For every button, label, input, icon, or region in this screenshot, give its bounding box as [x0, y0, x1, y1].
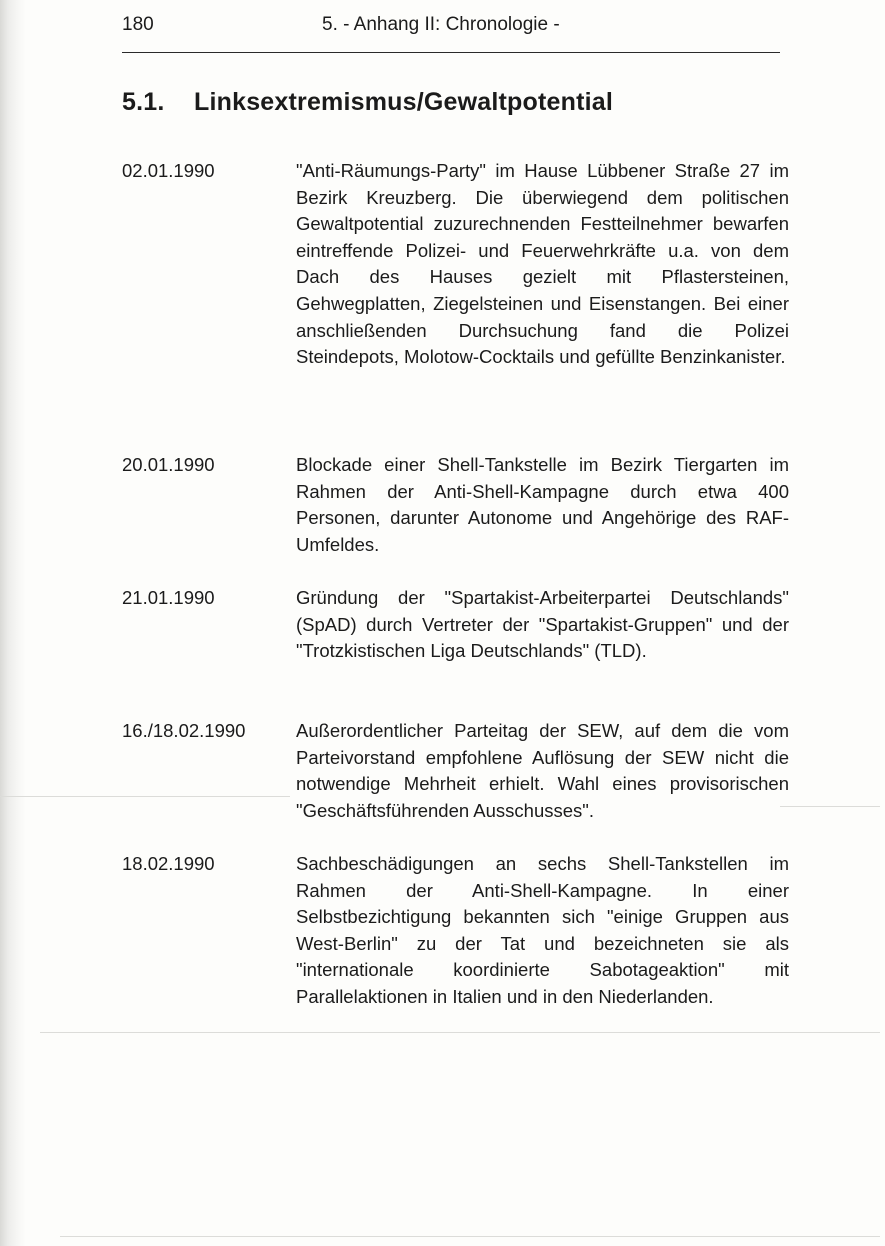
- entry-text: Blockade einer Shell-Tankstelle im Bezirk Tiergarten im Rahmen der Anti-Shell-Kampagne durch etwa 400 Personen, darunter Autonome und Angehörige des RAF-Umfeldes.: [296, 454, 789, 555]
- section-heading: [122, 88, 613, 117]
- scan-shadow-edge: [0, 0, 26, 1246]
- running-head: 5. - Anhang II: Chronologie -: [322, 14, 560, 35]
- section-title: Linksextremismus/Gewaltpotential: [194, 88, 614, 116]
- entry-date: 20.01.1990: [122, 454, 215, 475]
- header-divider: [122, 52, 780, 53]
- scan-artifact-line: [780, 806, 880, 807]
- entry-date: 21.01.1990: [122, 587, 215, 608]
- entry-date: 18.02.1990: [122, 853, 215, 874]
- entry-date: 02.01.1990: [122, 160, 215, 181]
- scan-artifact-line: [40, 1032, 880, 1033]
- scan-artifact-line: [0, 796, 290, 797]
- entry-text: Sachbeschädigungen an sechs Shell-Tankstellen im Rahmen der Anti-Shell-Kampagne. In einer Selbstbezichtigung bekannten sich "einige Gruppen aus West-Berlin" zu der Tat und bezeichneten sie als "internationale koordinierte Sabotageaktion" mit Parallelaktionen in Italien und in den Niederlanden.: [296, 853, 789, 1007]
- entry-text: Außerordentlicher Parteitag der SEW, auf dem die vom Parteivorstand empfohlene Auflösung der SEW nicht die notwendige Mehrheit erhielt. Wahl eines provisorischen "Geschäftsführenden Ausschusses".: [296, 720, 789, 821]
- entry-text: "Anti-Räumungs-Party" im Hause Lübbener Straße 27 im Bezirk Kreuzberg. Die überwiegend dem politischen Gewaltpotential zuzurechnenden Festteilnehmer bewarfen eintreffende Polizei- und Feuerwehrkräfte u.a. von dem Dach des Hauses gezielt mit Pflastersteinen, Gehwegplatten, Ziegelsteinen und Eisenstangen. Bei einer anschließenden Durchsuchung fand die Polizei Steindepots, Molotow-Cocktails und gefüllte Benzinkanister.: [296, 160, 789, 368]
- section-number: 5.1.: [122, 88, 165, 116]
- scan-artifact-line: [60, 1236, 880, 1237]
- entry-date: 16./18.02.1990: [122, 720, 246, 741]
- entry-text: Gründung der "Spartakist-Arbeiterpartei Deutschlands" (SpAD) durch Vertreter der "Spartakist-Gruppen" und der "Trotzkistischen Liga Deutschlands" (TLD).: [296, 587, 789, 662]
- page-header: [122, 14, 782, 42]
- page-number: 180: [122, 14, 154, 35]
